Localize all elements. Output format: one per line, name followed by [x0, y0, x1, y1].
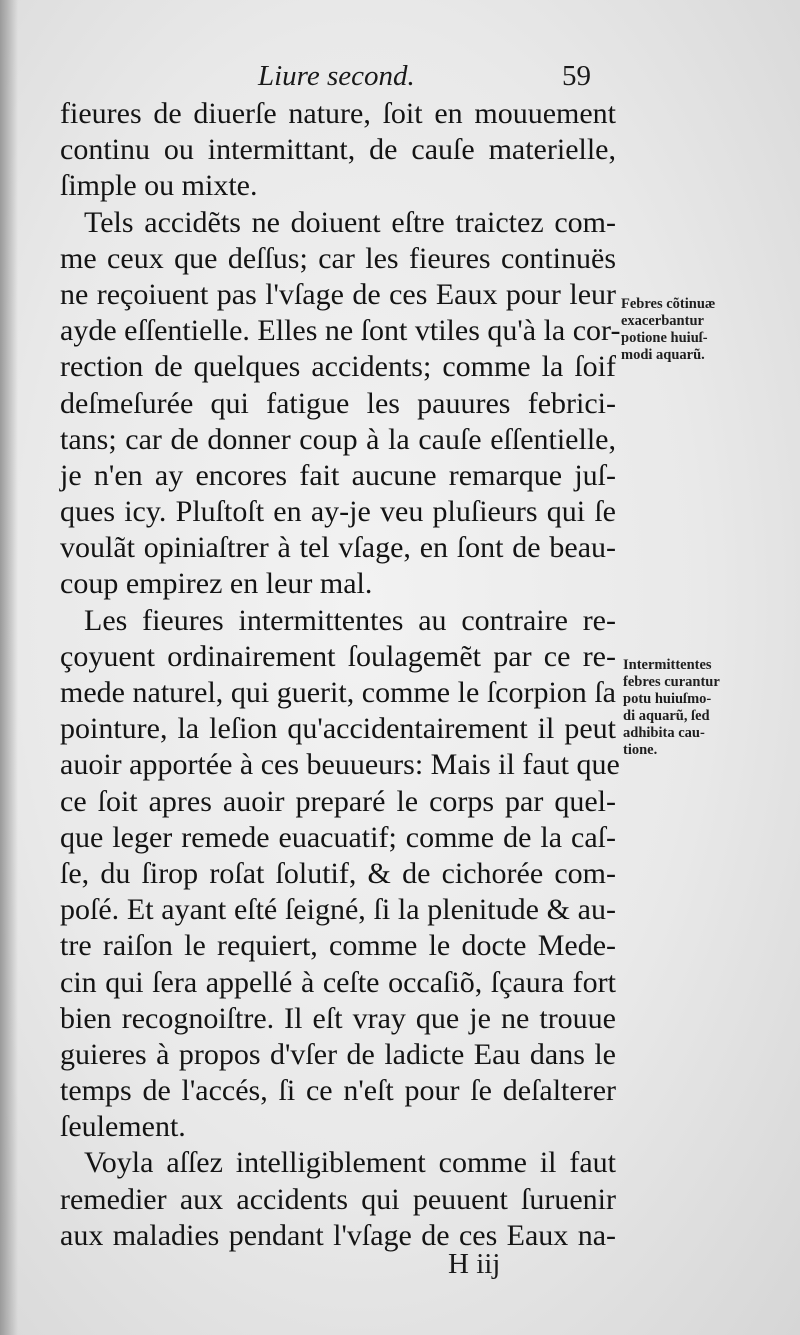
marginal-line: Febres cõtinuæ	[621, 296, 716, 312]
text-line: ſimple ou mixte.	[60, 169, 258, 203]
gutter-shadow	[0, 0, 18, 1335]
text-line: coup empirez en leur mal.	[60, 567, 373, 601]
running-title: Liure second.	[258, 60, 415, 92]
text-line: bien recognoiſtre. Il eſt vray que je ne trouue	[60, 1001, 616, 1035]
signature-mark: H iij	[448, 1248, 501, 1280]
text-line: fieures de diuerſe nature, ſoit en mouuement	[60, 97, 616, 130]
marginal-note-continuae	[621, 296, 791, 364]
marginal-line: tione.	[623, 742, 658, 758]
text-line: je n'en ay encores fait aucune remarque juſ-	[60, 458, 616, 492]
marginal-line: modi aquarũ.	[621, 347, 705, 363]
marginal-line: Intermittentes	[623, 657, 712, 673]
text-line: ſeulement.	[60, 1110, 186, 1144]
marginal-note-intermittentes	[623, 657, 793, 759]
text-line: Les fieures intermittentes au contraire re-	[84, 603, 616, 637]
text-line: guieres à propos d'vſer de ladicte Eau dans le	[60, 1037, 616, 1071]
text-line: ne reçoiuent pas l'vſage de ces Eaux pour leur	[60, 277, 616, 311]
text-line: temps de l'accés, ſi ce n'eſt pour ſe deſalterer	[60, 1074, 616, 1108]
text-line: tans; car de donner coup à la cauſe eſſentielle,	[60, 422, 616, 456]
text-line: voulãt opiniaſtrer à tel vſage, en ſont de beau-	[60, 531, 616, 565]
text-line: auoir apportée à ces beuueurs: Mais il faut que	[60, 748, 620, 782]
text-line: ayde eſſentielle. Elles ne ſont vtiles qu'à la cor-	[60, 314, 621, 348]
text-line: deſmeſurée qui fatigue les pauures febrici-	[60, 386, 616, 420]
text-line: cin qui ſera appellé à ceſte occaſiõ, ſçaura fort	[60, 965, 616, 999]
text-line: tre raiſon le requiert, comme le docte Mede-	[60, 929, 616, 963]
text-line: rection de quelques accidents; comme la ſoif	[60, 350, 616, 384]
text-line: ques icy. Pluſtoſt en ay-je veu pluſieurs qui ſe	[60, 495, 616, 529]
text-line: pointure, la leſion qu'accidentairement il peut	[60, 712, 616, 746]
text-line: remedier aux accidents qui peuuent ſuruenir	[60, 1182, 616, 1216]
marginal-line: potu huiuſmo-	[623, 691, 712, 707]
marginal-line: di aquarũ, ſed	[623, 708, 710, 724]
marginal-line: febres curantur	[623, 674, 720, 690]
page-number: 59	[562, 60, 591, 92]
text-line: ſe, du ſirop roſat ſolutif, & de cichorée com-	[60, 856, 616, 890]
text-line: me ceux que deſſus; car les fieures continuës	[60, 241, 616, 275]
text-line: Voyla aſſez intelligiblement comme il faut	[84, 1146, 616, 1180]
text-line: ce ſoit apres auoir preparé le corps par quel-	[60, 784, 616, 818]
text-line: çoyuent ordinairement ſoulagemẽt par ce re-	[60, 639, 616, 673]
page-header	[0, 58, 800, 98]
marginal-line: adhibita cau-	[623, 725, 705, 741]
main-text	[60, 96, 621, 1254]
marginal-line: potione huiuſ-	[621, 330, 708, 346]
text-line: continu ou intermittant, de cauſe materielle,	[60, 133, 616, 167]
text-line: aux maladies pendant l'vſage de ces Eaux na-	[60, 1218, 616, 1252]
text-line: Tels accidẽts ne doiuent eſtre traictez com-	[84, 205, 616, 239]
text-line: que leger remede euacuatif; comme de la caſ-	[60, 820, 616, 854]
text-line: mede naturel, qui guerit, comme le ſcorpion ſa	[60, 676, 616, 709]
text-line: poſé. Et ayant eſté ſeigné, ſi la plenitude & au-	[60, 893, 616, 927]
marginal-line: exacerbantur	[621, 313, 704, 329]
